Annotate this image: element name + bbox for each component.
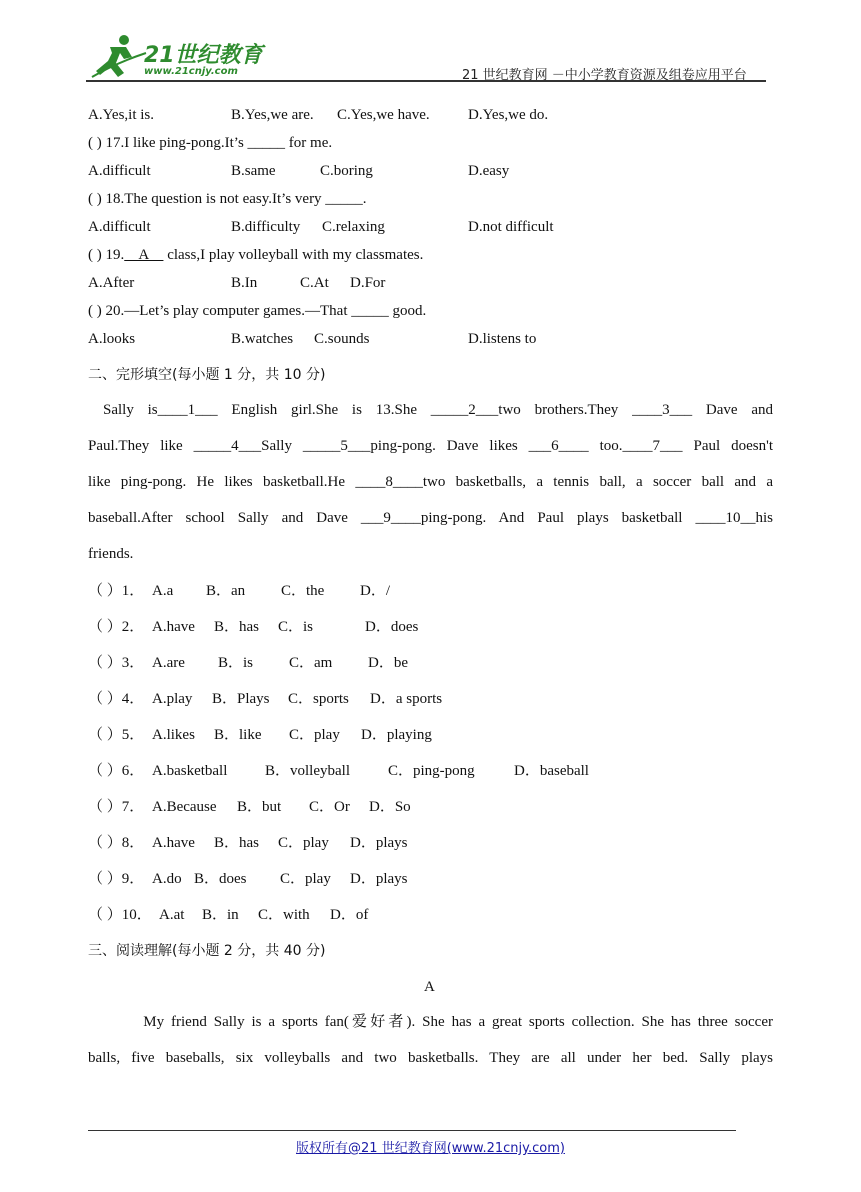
cloze-item-number: （ ）4． — [88, 691, 145, 707]
q17-option-c: C.boring — [320, 163, 373, 179]
q18-option-d: D.not difficult — [468, 219, 554, 235]
cloze-item-option-c: C．with — [258, 907, 310, 923]
q17-option-a: A.difficult — [88, 163, 151, 179]
cloze-item-option-c: C．play — [278, 835, 329, 851]
runner-icon — [92, 35, 146, 77]
cloze-item-number: （ ）1． — [88, 583, 145, 599]
question-19 — [88, 246, 423, 264]
cloze-item-number: （ ）9． — [88, 871, 145, 887]
section-3-title: 三、阅读理解(每小题 2 分，共 40 分) — [88, 943, 326, 959]
passage-label: A — [424, 979, 435, 995]
logo-text: 21世纪教育 — [144, 43, 263, 68]
cloze-item-option-b: B．an — [206, 583, 246, 599]
cloze-item-option-a: A.Because — [152, 799, 217, 815]
section-2-title: 二、完形填空(每小题 1 分，共 10 分) — [88, 367, 326, 383]
cloze-item-option-b: B．like — [214, 727, 262, 743]
cloze-item-option-a: A.are — [152, 655, 185, 671]
cloze-item-option-c: C．play — [289, 727, 340, 743]
cloze-item-option-d: D．/ — [360, 583, 391, 599]
cloze-item-number: （ ）5． — [88, 727, 145, 743]
q18-option-c: C.relaxing — [322, 219, 385, 235]
question-20: ( ) 20.—Let’s play computer games.—That _____ good. — [88, 303, 427, 319]
cloze-item-option-d: D．So — [369, 799, 411, 815]
cloze-item-number: （ ）10． — [88, 907, 152, 923]
option-a: A.Yes,it is. — [88, 107, 154, 123]
cloze-item-option-a: A.do — [152, 871, 182, 887]
cloze-item-option-c: C．am — [289, 655, 333, 671]
cloze-item-option-c: C．ping-pong — [388, 763, 475, 779]
cloze-item-option-b: B．Plays — [212, 691, 270, 707]
cloze-item-option-b: B．in — [202, 907, 239, 923]
logo-url: www.21cnjy.com — [144, 66, 238, 77]
option-b: B.Yes,we are. — [231, 107, 314, 123]
question-17: ( ) 17.I like ping-pong.It’s _____ for me. — [88, 135, 333, 151]
header-tagline: 21 世纪教育网 －中小学教育资源及组卷应用平台 — [462, 68, 747, 83]
cloze-item-option-d: D．playing — [361, 727, 432, 743]
q19-option-c: C.At — [300, 275, 329, 291]
cloze-line-4: baseball.After school Sally and Dave ___9____ping-pong. And Paul plays basketball ____10__his — [88, 510, 773, 526]
footer-divider — [88, 1130, 736, 1131]
cloze-item-option-b: B．has — [214, 619, 260, 635]
reading-passage — [88, 1004, 773, 1076]
cloze-item-option-c: C．sports — [288, 691, 349, 707]
q20-option-c: C.sounds — [314, 331, 370, 347]
cloze-item-option-d: D．does — [365, 619, 419, 635]
cloze-line-5: friends. — [88, 546, 134, 562]
cloze-item-option-d: D．of — [330, 907, 369, 923]
question-18: ( ) 18.The question is not easy.It’s very _____. — [88, 191, 367, 207]
cloze-item-option-b: B．has — [214, 835, 260, 851]
cloze-item-option-a: A.have — [152, 835, 195, 851]
cloze-item-option-b: B．is — [218, 655, 254, 671]
cloze-item-number: （ ）7． — [88, 799, 145, 815]
q20-option-a: A.looks — [88, 331, 136, 347]
cloze-item-option-a: A.basketball — [152, 763, 228, 779]
cloze-item-option-a: A.a — [152, 583, 174, 599]
q18-option-b: B.difficulty — [231, 219, 301, 235]
cloze-item-number: （ ）6． — [88, 763, 145, 779]
cloze-item-option-b: B．volleyball — [265, 763, 350, 779]
cloze-item-option-d: D．plays — [350, 835, 408, 851]
cloze-passage — [88, 392, 773, 572]
cloze-item-number: （ ）8． — [88, 835, 145, 851]
q20-option-d: D.listens to — [468, 331, 537, 347]
cloze-item-option-d: D．be — [368, 655, 408, 671]
cloze-item-option-a: A.play — [152, 691, 193, 707]
passage-line-2: balls, five baseballs, six volleyballs and two basketballs. They are all under her bed. Sally plays — [88, 1050, 773, 1066]
q17-option-d: D.easy — [468, 163, 510, 179]
q20-option-b: B.watches — [231, 331, 294, 347]
cloze-item-option-d: D．baseball — [514, 763, 589, 779]
cloze-item-option-b: B．but — [237, 799, 282, 815]
cloze-item-option-d: D．plays — [350, 871, 408, 887]
q19-option-d: D.For — [350, 275, 386, 291]
cloze-item-option-c: C．play — [280, 871, 331, 887]
cloze-item-option-c: C．the — [281, 583, 325, 599]
cloze-item-option-a: A.have — [152, 619, 195, 635]
q19-answer-blank: A — [124, 247, 164, 263]
cloze-item-option-b: B．does — [194, 871, 247, 887]
cloze-item-option-c: C．Or — [309, 799, 350, 815]
cloze-item-option-a: A.at — [159, 907, 185, 923]
cloze-line-3: like ping-pong. He likes basketball.He ____8____two basketballs, a tennis ball, a soccer ball and a — [88, 474, 773, 490]
cloze-line-2: Paul.They like _____4___Sally _____5___ping-pong. Dave likes ___6____ too.____7___ Paul doesn't — [88, 438, 773, 454]
q19-option-a: A.After — [88, 275, 135, 291]
header-divider — [86, 80, 766, 82]
cloze-item-option-d: D．a sports — [370, 691, 443, 707]
cloze-item-option-c: C．is — [278, 619, 314, 635]
q19-option-b: B.In — [231, 275, 258, 291]
q19-suffix: class,I play volleyball with my classmates. — [163, 247, 424, 263]
footer-copyright-link[interactable]: 版权所有@21 世纪教育网(www.21cnjy.com) — [296, 1141, 565, 1156]
cloze-item-number: （ ）2． — [88, 619, 145, 635]
q18-option-a: A.difficult — [88, 219, 151, 235]
option-d: D.Yes,we do. — [468, 107, 549, 123]
option-c: C.Yes,we have. — [337, 107, 430, 123]
cloze-item-option-a: A.likes — [152, 727, 195, 743]
q19-prefix: ( ) 19. — [88, 247, 125, 263]
q17-option-b: B.same — [231, 163, 276, 179]
cloze-item-number: （ ）3． — [88, 655, 145, 671]
cloze-line-1: Sally is____1___ English girl.She is 13.She _____2___two brothers.They ____3___ Dave and — [103, 402, 773, 418]
passage-line-1: My friend Sally is a sports fan(爱好者). She has a great sports collection. She has three soccer — [88, 1014, 773, 1030]
